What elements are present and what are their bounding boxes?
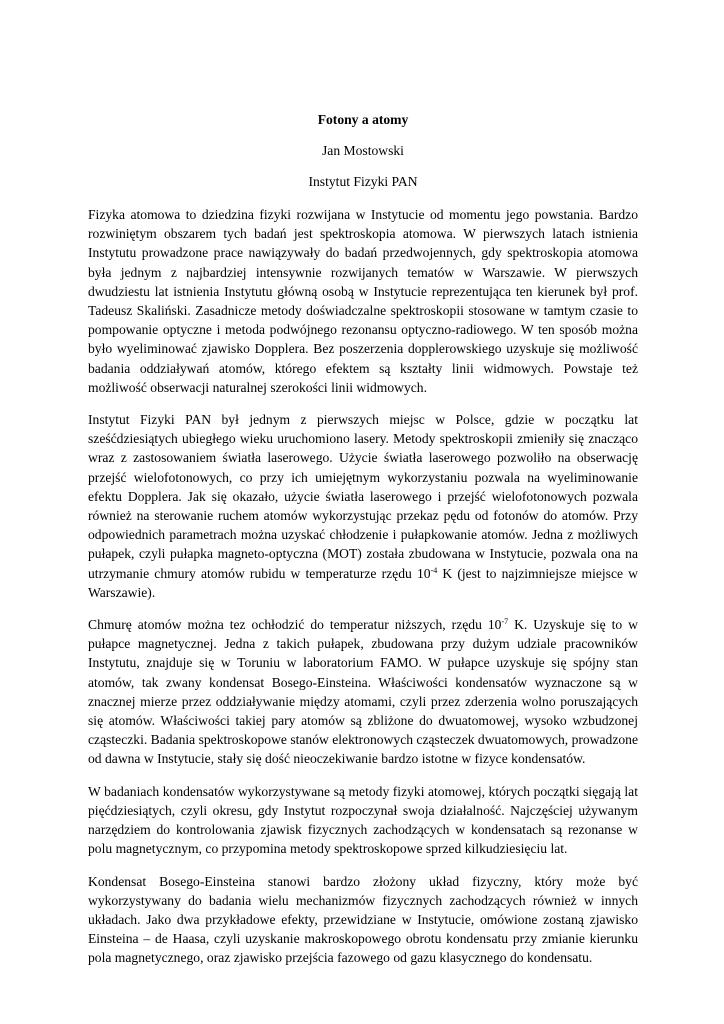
paragraph-3 xyxy=(88,615,638,769)
institution-name: Instytut Fizyki PAN xyxy=(308,174,418,189)
document-page xyxy=(88,112,638,981)
paragraph-4: W badaniach kondensatów wykorzystywane są metody fizyki atomowej, których początki sięgają lat pięćdziesiątych, czyli okresu, gdy Instytut rozpoczynał swoja działalność. Najczęściej używanym narzędziem do kontrolowania zjawisk fizycznych zachodzących w kondensatach są rezonanse w polu magnetycznym, co przypomina metody spektroskopowe sprzed kilkudziesięciu lat. xyxy=(88,783,638,857)
paragraph-2-text: Instytut Fizyki PAN był jednym z pierwszych miejsc w Polsce, gdzie w początku lat sześćdziesiątych ubiegłego wieku uruchomiono lasery. Metody spektroskopii zmieniły się znacząco wraz z zastosowaniem światła laserowego. Użycie światła laserowego pozwoliło na obserwację przejść wielofotonowych, co przy ich umiejętnym wykorzystaniu pozwala na wyeliminowanie efektu Dopplera. Jak się okazało, użycie światła laserowego i przejść wielofotonowych pozwala również na sterowanie ruchem atomów wykorzystując przekaz pędu od fotonów do atomów. Przy odpowiednich parametrach można uzyskać chłodzenie i pułapkowanie atomów. Jedna z możliwych pułapek, czyli pułapka magneto-optyczna (MOT) została zbudowana w Instytucie, pozwala ona na utrzymanie chmury atomów rubidu w temperaturze rzędu 10 xyxy=(88,412,638,581)
paragraph-2-text-end: K (jest to najzimniejsze miejsce w Warszawie). xyxy=(88,565,638,600)
paragraph-5: Kondensat Bosego-Einsteina stanowi bardzo złożony układ fizyczny, który może być wykorzystywany do badania wielu mechanizmów fizycznych zachodzących również w innych układach. Jako dwa przykładowe efekty, przewidziane w Instytucie, omówione zostaną zjawisko Einsteina – de Haasa, czyli uzyskanie makroskopowego obrotu kondensatu przy zmianie kierunku pola magnetycznego, oraz zjawisko przejścia fazowego od gazu klasycznego do kondensatu. xyxy=(88,873,638,966)
paragraph-2 xyxy=(88,410,638,602)
document-title: Fotony a atomy xyxy=(317,112,409,127)
paragraph-3-text: Chmurę atomów można tez ochłodzić do temperatur niższych, rzędu 10 xyxy=(88,617,502,633)
paragraph-1: Fizyka atomowa to dziedzina fizyki rozwijana w Instytucie od momentu jego powstania. Bardzo rozwiniętym obszarem tych badań jest spektroskopia atomowa. W pierwszych latach istnienia Instytutu prowadzone prace nawiązywały do badań przedwojennych, gdy spektroskopia atomowa była jednym z najbardziej intensywnie rozwijanych tematów w Warszawie. W pierwszych dwudziestu lat istnienia Instytutu główną osobą w Instytucie reprezentująca ten kierunek był prof. Tadeusz Skaliński. Zasadnicze metody doświadczalne spektroskopii stosowane w tamtym czasie to pompowanie optyczne i metoda podwójnego rezonansu optyczno-radiowego. W ten sposób można było wyeliminować zjawisko Dopplera. Bez poszerzenia dopplerowskiego uzyskuje się możliwość badania oddziaływań atomów, którego efektem są kształty linii widmowych. Powstaje też możliwość obserwacji naturalnej szerokości linii widmowych. xyxy=(88,207,638,395)
paragraph-3-text-end: K. Uzyskuje się to w pułapce magnetycznej. Jedna z takich pułapek, zbudowana przy dużym udziale pracowników Instytutu, znajduje się w Toruniu w laboratorium FAMO. W pułapce uzyskuje się spójny stan atomów, tak zwany kondensat Bosego-Einsteina. Właściwości kondensatów wyznaczone są w znacznej mierze przez oddziaływanie między atomami, czyli przez zderzenia wolno poruszających się atomów. Właściwości takiej pary atomów są zbliżone do dwuatomowej, wysoko wzbudzonej cząsteczki. Badania spektroskopowe stanów elektronowych cząsteczek dwuatomowych, prowadzone od dawna w Instytucie, stały się dość nieoczekiwanie bardzo istotne w fizyce kondensatów. xyxy=(88,617,638,767)
paragraph-2-exponent: -4 xyxy=(430,565,438,575)
paragraph-3-exponent: -7 xyxy=(501,617,509,627)
author-name: Jan Mostowski xyxy=(322,143,404,158)
